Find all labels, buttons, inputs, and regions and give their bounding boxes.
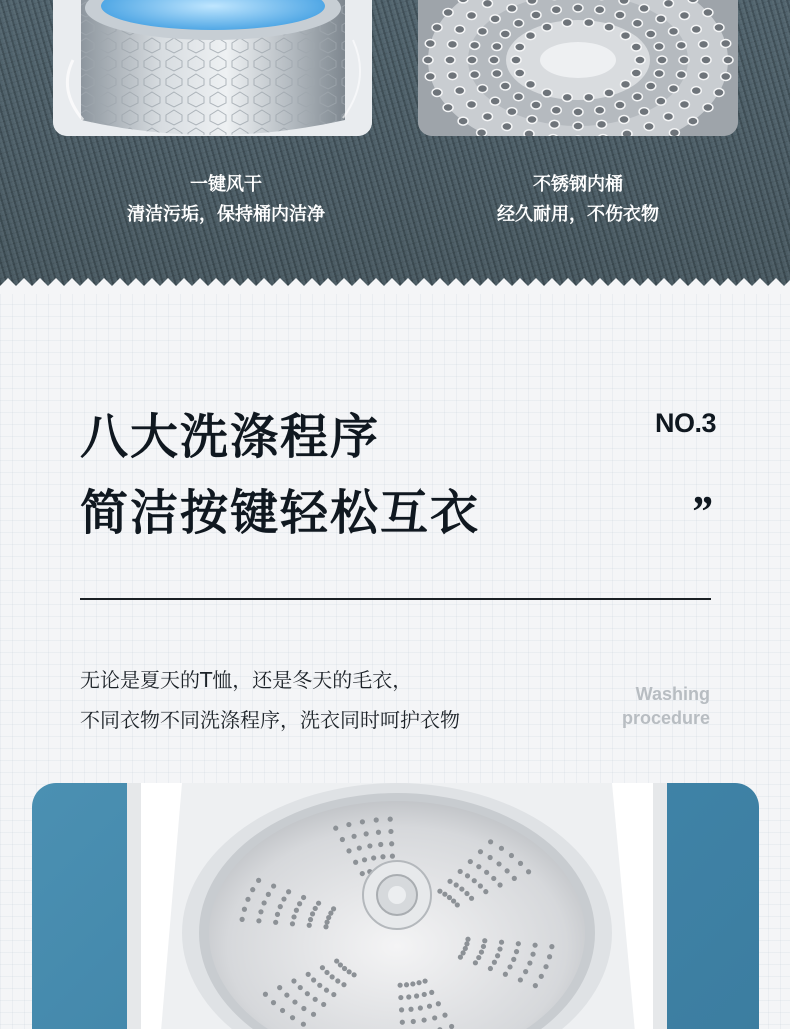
feature-title: 不锈钢内桶 (533, 174, 623, 195)
drum-perforation (703, 104, 713, 112)
drum-perforation (470, 71, 480, 79)
impeller-hole (516, 941, 521, 946)
impeller-hole (331, 992, 336, 997)
feature-caption-stainless-drum (428, 170, 728, 230)
impeller-hole (333, 826, 338, 831)
impeller-hole (334, 958, 339, 963)
impeller-hole (294, 908, 299, 913)
impeller-hole (509, 853, 514, 858)
drum-perforation (489, 56, 499, 64)
impeller-hole (278, 904, 283, 909)
impeller-hole (422, 978, 427, 983)
impeller-hole (297, 901, 302, 906)
impeller-hole (367, 843, 372, 848)
impeller-hole (258, 909, 263, 914)
impeller-hole (301, 1022, 306, 1027)
impeller-hole (411, 1019, 416, 1024)
impeller-hole (465, 873, 470, 878)
impeller-hole (472, 878, 477, 883)
impeller-hole (305, 991, 310, 996)
drum-perforation (654, 69, 664, 77)
drum-perforation (515, 43, 525, 51)
drum-perforation (502, 123, 512, 131)
impeller-hole (465, 937, 470, 942)
impeller-hole (488, 966, 493, 971)
impeller-hole (291, 914, 296, 919)
impeller-hole (408, 1007, 413, 1012)
impeller-hole (447, 895, 452, 900)
impeller-hole (442, 892, 447, 897)
impeller-hole (458, 869, 463, 874)
impeller-hole (422, 992, 427, 997)
impeller-hole (271, 883, 276, 888)
drum-perforation (598, 134, 608, 136)
drum-perforation (455, 25, 465, 33)
drum-perforation (669, 129, 679, 136)
impeller-hole (512, 876, 517, 881)
impeller-hole (378, 842, 383, 847)
drum-perforation (432, 88, 442, 96)
impeller-hole (518, 861, 523, 866)
impeller-hole (478, 883, 483, 888)
drum-perforation (679, 12, 689, 20)
drum-perforation (619, 0, 629, 5)
drum-perforation (656, 97, 666, 105)
impeller-hole (341, 982, 346, 987)
impeller-hole (277, 985, 282, 990)
impeller-hole (301, 1006, 306, 1011)
impeller-hole (549, 944, 554, 949)
drum-perforation (551, 106, 561, 114)
drum-perforation (458, 117, 468, 125)
impeller-hole (436, 1001, 441, 1006)
impeller-hole (273, 920, 278, 925)
impeller-hole (503, 972, 508, 977)
impeller-hole (523, 969, 528, 974)
drum-perforation (526, 32, 536, 40)
drum-perforation (721, 40, 731, 48)
drum-perforation (542, 89, 552, 97)
impeller-hole (437, 889, 442, 894)
drum-perforation (688, 117, 698, 125)
drum-perforation (507, 108, 517, 116)
drum-perforation (467, 100, 477, 108)
impeller-hole (488, 855, 493, 860)
impeller-hole (533, 983, 538, 988)
impeller-hole (492, 960, 497, 965)
impeller-hole (447, 879, 452, 884)
drum-perforation (573, 108, 583, 116)
impeller-hole (256, 878, 261, 883)
impeller-hole (479, 949, 484, 954)
impeller-hole (473, 960, 478, 965)
feature-subtitle: 经久耐用，不伤衣物 (497, 204, 659, 225)
quote-mark-icon: ” (690, 487, 712, 536)
drum-perforation (514, 19, 524, 27)
impeller-hole (307, 923, 312, 928)
drum-perforation (500, 82, 510, 90)
drum-perforation (584, 93, 594, 101)
drum-perforation (654, 43, 664, 51)
impeller-hole (351, 834, 356, 839)
drum-perforation (703, 9, 713, 17)
drum-perforation (477, 27, 487, 35)
impeller-hole (530, 952, 535, 957)
drum-perforation (669, 27, 679, 35)
drum-perforation (573, 4, 583, 12)
impeller-hole (262, 900, 267, 905)
drum-perforation (615, 101, 625, 109)
drum-perforation (562, 93, 572, 101)
drum-perforation (514, 93, 524, 101)
drum-perforation (531, 11, 541, 19)
impeller-hole (291, 978, 296, 983)
drum-perforation (691, 25, 701, 33)
impeller-hole (532, 943, 537, 948)
drum-perforation (447, 72, 457, 80)
drum-perforation (631, 43, 641, 51)
impeller-hole (313, 906, 318, 911)
drum-perforation (490, 97, 500, 105)
section-subheadline: 简洁按键轻松互衣 (80, 485, 481, 541)
impeller-hole (331, 906, 336, 911)
impeller-hole (310, 911, 315, 916)
impeller-hole (499, 846, 504, 851)
impeller-hole (301, 895, 306, 900)
impeller-hole (449, 1024, 454, 1029)
impeller-hole (311, 977, 316, 982)
impeller-hole (388, 817, 393, 822)
impeller-hole (346, 822, 351, 827)
impeller-hole (507, 964, 512, 969)
impeller-hole (311, 1012, 316, 1017)
impeller-hole (256, 918, 261, 923)
impeller-hole (263, 992, 268, 997)
impeller-hole (360, 819, 365, 824)
impeller-hole (418, 1005, 423, 1010)
drum-perforation (443, 9, 453, 17)
impeller-hole (271, 1000, 276, 1005)
drum-perforation (691, 87, 701, 95)
drum-perforation (524, 130, 534, 136)
impeller-hole (390, 854, 395, 859)
impeller-hole (399, 1007, 404, 1012)
drum-perforation (542, 23, 552, 31)
drum-perforation (631, 69, 641, 77)
drum-perforation (467, 56, 477, 64)
impeller-hole (398, 983, 403, 988)
description-line: 无论是夏天的T恤，还是冬天的毛衣， (80, 668, 413, 692)
drum-perforation (714, 88, 724, 96)
drum-perforation (447, 40, 457, 48)
drum-perforation (455, 87, 465, 95)
impeller-hole (539, 974, 544, 979)
zigzag-divider (0, 276, 790, 294)
impeller-hole (374, 817, 379, 822)
impeller-hole (406, 994, 411, 999)
impeller-hole (499, 940, 504, 945)
impeller-hole (281, 896, 286, 901)
drum-perforation (492, 69, 502, 77)
drum-perforation (425, 40, 435, 48)
drum-perforation (511, 56, 521, 64)
feature-caption-air-dry (76, 170, 376, 230)
drum-perforation (622, 130, 632, 136)
stainless-drum-photo (418, 0, 738, 136)
drum-perforation (423, 56, 433, 64)
drum-perforation (721, 72, 731, 80)
impeller-hole (362, 857, 367, 862)
impeller-hole (414, 993, 419, 998)
impeller-hole (481, 944, 486, 949)
impeller-hole (514, 949, 519, 954)
drum-perforation (701, 56, 711, 64)
impeller-hole (491, 876, 496, 881)
drum-perforation (573, 122, 583, 130)
drum-perforation (500, 30, 510, 38)
drum-perforation (584, 19, 594, 27)
drum-perforation (620, 32, 630, 40)
drum-perforation (425, 72, 435, 80)
drum-perforation (597, 120, 607, 128)
feature-title: 一键风干 (190, 174, 262, 195)
impeller-hole (298, 985, 303, 990)
impeller-hole (290, 921, 295, 926)
impeller-hole (320, 965, 325, 970)
impeller-hole (458, 955, 463, 960)
impeller-hole (240, 917, 245, 922)
impeller-hole (328, 911, 333, 916)
impeller-hole (410, 981, 415, 986)
impeller-hole (316, 901, 321, 906)
impeller-hole (495, 953, 500, 958)
impeller-hole (371, 855, 376, 860)
impeller-hole (353, 860, 358, 865)
impeller-hole (330, 974, 335, 979)
drum-perforation (527, 115, 537, 123)
drum-perforation (635, 56, 645, 64)
drum-perforation (515, 69, 525, 77)
impeller-hole (451, 898, 456, 903)
feature-band (0, 0, 790, 292)
impeller-hole (421, 1017, 426, 1022)
impeller-hole (290, 1015, 295, 1020)
impeller-hole (505, 868, 510, 873)
drum-perforation (669, 85, 679, 93)
impeller-hole (526, 869, 531, 874)
program-number: NO.3 (654, 408, 716, 438)
impeller-hole (335, 978, 340, 983)
impeller-hole (484, 870, 489, 875)
impeller-hole (323, 924, 328, 929)
impeller-hole (286, 889, 291, 894)
drum-perforation (639, 108, 649, 116)
drum-perforation (699, 72, 709, 80)
impeller-hole (442, 1013, 447, 1018)
impeller-hole (317, 983, 322, 988)
drum-perforation (664, 113, 674, 121)
impeller-hole (518, 977, 523, 982)
impeller-hole (340, 837, 345, 842)
impeller-hole (324, 988, 329, 993)
drum-perforation (492, 43, 502, 51)
impeller-hole (461, 950, 466, 955)
divider-line (80, 598, 711, 600)
drum-perforation (595, 6, 605, 14)
drum-perforation (527, 0, 537, 5)
drum-perforation (699, 40, 709, 48)
impeller-hole (459, 886, 464, 891)
drum-perforation (432, 24, 442, 32)
impeller-hole (464, 891, 469, 896)
drum-perforation (679, 100, 689, 108)
drum-perforation (615, 11, 625, 19)
impeller-hole (275, 912, 280, 917)
impeller-hole (543, 964, 548, 969)
drum-perforation (467, 12, 477, 20)
drum-perforation (490, 15, 500, 23)
feature-subtitle: 清洁污垢，保持桶内洁净 (127, 204, 325, 225)
impeller-hole (321, 1002, 326, 1007)
washer-drum-photo (53, 0, 372, 136)
washer-drum-illustration (53, 0, 372, 136)
impeller-hole (313, 997, 318, 1002)
impeller-hole (497, 882, 502, 887)
impeller-hole (351, 972, 356, 977)
drum-perforation (595, 106, 605, 114)
drum-perforation (604, 89, 614, 97)
impeller-hole (376, 830, 381, 835)
drum-perforation (526, 80, 536, 88)
impeller-hole (266, 892, 271, 897)
drum-perforation (477, 129, 487, 136)
drum-perforation (664, 0, 674, 7)
drum-perforation (482, 0, 492, 7)
impeller-hole (496, 861, 501, 866)
drum-perforation (714, 24, 724, 32)
drum-perforation (632, 19, 642, 27)
impeller-hole (476, 955, 481, 960)
impeller-hole (464, 941, 469, 946)
drum-perforation (482, 113, 492, 121)
impeller-hole (380, 854, 385, 859)
drum-perforation (639, 4, 649, 12)
impeller-hole (388, 829, 393, 834)
english-tag: procedure (621, 708, 710, 728)
drum-perforation (676, 71, 686, 79)
impeller-hole (326, 915, 331, 920)
drum-perforation (646, 82, 656, 90)
impeller-hole (455, 902, 460, 907)
impeller-hole (398, 995, 403, 1000)
impeller-hole (547, 954, 552, 959)
drum-perforation (646, 30, 656, 38)
drum-perforation (531, 101, 541, 109)
drum-perforation (679, 56, 689, 64)
drum-perforation (723, 56, 733, 64)
drum-perforation (604, 23, 614, 31)
washer-impeller-photo (32, 783, 759, 1029)
section-headline: 八大洗涤程序 (80, 409, 381, 465)
drum-perforation (562, 19, 572, 27)
impeller-hole (469, 896, 474, 901)
drum-perforation (619, 115, 629, 123)
drum-perforation (688, 0, 698, 3)
washer-impeller-illustration (32, 783, 759, 1029)
impeller-hole (324, 920, 329, 925)
impeller-hole (280, 1008, 285, 1013)
impeller-hole (488, 839, 493, 844)
impeller-hole (245, 897, 250, 902)
drum-perforation (644, 123, 654, 131)
impeller-hole (342, 966, 347, 971)
impeller-hole (454, 882, 459, 887)
impeller-hole (416, 980, 421, 985)
impeller-hole (284, 992, 289, 997)
drum-perforation (443, 104, 453, 112)
impeller-hole (429, 990, 434, 995)
impeller-hole (478, 849, 483, 854)
impeller-hole (360, 871, 365, 876)
drum-perforation (676, 41, 686, 49)
impeller-hole (338, 962, 343, 967)
impeller-hole (468, 859, 473, 864)
impeller-hole (292, 999, 297, 1004)
impeller-hole (427, 1004, 432, 1009)
impeller-hole (527, 960, 532, 965)
stainless-drum-illustration (418, 0, 738, 136)
drum-perforation (657, 56, 667, 64)
drum-perforation (620, 80, 630, 88)
impeller-hole (306, 972, 311, 977)
english-tag: Washing (635, 684, 710, 704)
description-line: 不同衣物不同洗涤程序，洗衣同时呵护衣物 (80, 708, 460, 732)
drum-perforation (656, 15, 666, 23)
impeller-hole (357, 845, 362, 850)
impeller-hole (364, 831, 369, 836)
impeller-hole (242, 907, 247, 912)
drum-perforation (551, 6, 561, 14)
drum-perforation (549, 120, 559, 128)
impeller-hole (346, 848, 351, 853)
impeller-hole (308, 917, 313, 922)
drum-perforation (632, 93, 642, 101)
drum-perforation (445, 56, 455, 64)
impeller-hole (324, 970, 329, 975)
drum-perforation (470, 41, 480, 49)
impeller-hole (497, 946, 502, 951)
impeller-hole (389, 841, 394, 846)
impeller-hole (432, 1015, 437, 1020)
impeller-hole (511, 957, 516, 962)
impeller-hole (476, 864, 481, 869)
impeller-hole (482, 938, 487, 943)
drum-perforation (507, 4, 517, 12)
impeller-hole (400, 1020, 405, 1025)
impeller-hole (347, 969, 352, 974)
drum-perforation (548, 134, 558, 136)
impeller-hole (463, 946, 468, 951)
impeller-hole (250, 887, 255, 892)
drum-perforation (458, 0, 468, 3)
drum-perforation (477, 85, 487, 93)
impeller-hole (404, 982, 409, 987)
impeller-hole (483, 889, 488, 894)
